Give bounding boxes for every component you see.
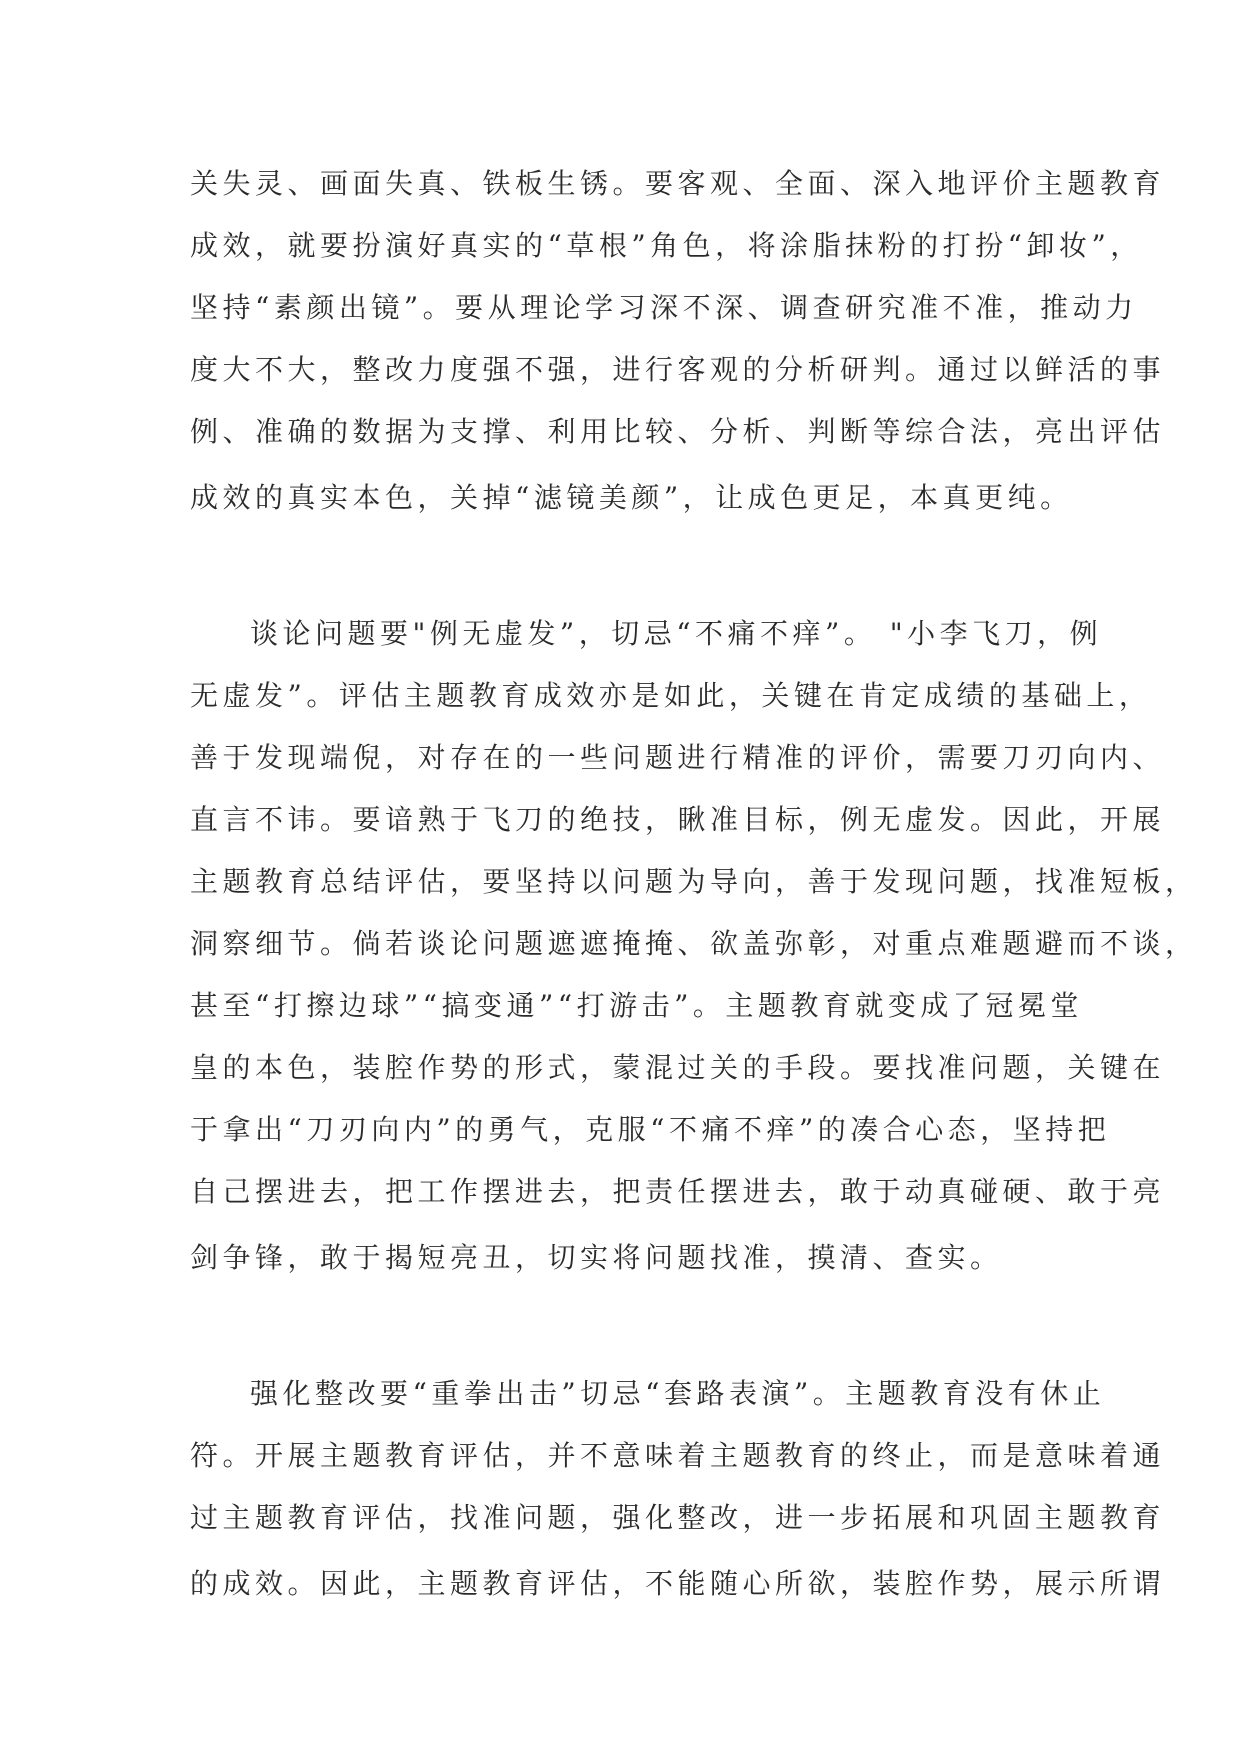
paragraph-1-line-1: 关失灵、画面失真、铁板生锈。要客观、全面、深入地评价主题教育 [190,167,1166,200]
paragraph-2-line-3: 善于发现端倪，对存在的一些问题进行精准的评价，需要刀刃向内、 [190,741,1166,774]
paragraph-3-line-1: 强化整改要“重拳出击”切忌“套路表演”。主题教育没有休止 [250,1377,1106,1410]
paragraph-2-line-6: 洞察细节。倘若谈论问题遮遮掩掩、欲盖弥彰，对重点难题避而不谈， [190,927,1198,960]
paragraph-1-line-2: 成效，就要扮演好真实的“草根”角色，将涂脂抹粉的打扮“卸妆”， [190,229,1143,262]
paragraph-2-line-5: 主题教育总结评估，要坚持以问题为导向，善于发现问题，找准短板， [190,865,1198,898]
paragraph-2-line-10: 自己摆进去，把工作摆进去，把责任摆进去，敢于动真碰硬、敢于亮 [190,1175,1166,1208]
paragraph-2-line-4: 直言不讳。要谙熟于飞刀的绝技，瞅准目标，例无虚发。因此，开展 [190,803,1166,836]
paragraph-1-line-3: 坚持“素颜出镜”。要从理论学习深不深、调查研究准不准，推动力 [190,291,1138,324]
paragraph-2-line-7: 甚至“打擦边球”“搞变通”“打游击”。主题教育就变成了冠冕堂 [190,989,1083,1022]
paragraph-2-line-8: 皇的本色，装腔作势的形式，蒙混过关的手段。要找准问题，关键在 [190,1051,1166,1084]
paragraph-2-line-1: 谈论问题要"例无虚发”，切忌“不痛不痒”。 "小李飞刀，例 [250,617,1103,650]
paragraph-2-line-9: 于拿出“刀刃向内”的勇气，克服“不痛不痒”的凑合心态，坚持把 [190,1113,1111,1146]
paragraph-2-line-11: 剑争锋，敢于揭短亮丑，切实将问题找准，摸清、查实。 [190,1241,1003,1274]
paragraph-1-line-5: 例、准确的数据为支撑、利用比较、分析、判断等综合法，亮出评估 [190,415,1166,448]
paragraph-3-line-4: 的成效。因此，主题教育评估，不能随心所欲，装腔作势，展示所谓 [190,1567,1166,1600]
paragraph-3-line-3: 过主题教育评估，找准问题，强化整改，进一步拓展和巩固主题教育 [190,1501,1166,1534]
paragraph-1-line-6: 成效的真实本色，关掉“滤镜美颜”，让成色更足，本真更纯。 [190,481,1073,514]
paragraph-3-line-2: 符。开展主题教育评估，并不意味着主题教育的终止，而是意味着通 [190,1439,1166,1472]
paragraph-1-line-4: 度大不大，整改力度强不强，进行客观的分析研判。通过以鲜活的事 [190,353,1166,386]
paragraph-2-line-2: 无虚发”。评估主题教育成效亦是如此，关键在肯定成绩的基础上， [190,679,1152,712]
